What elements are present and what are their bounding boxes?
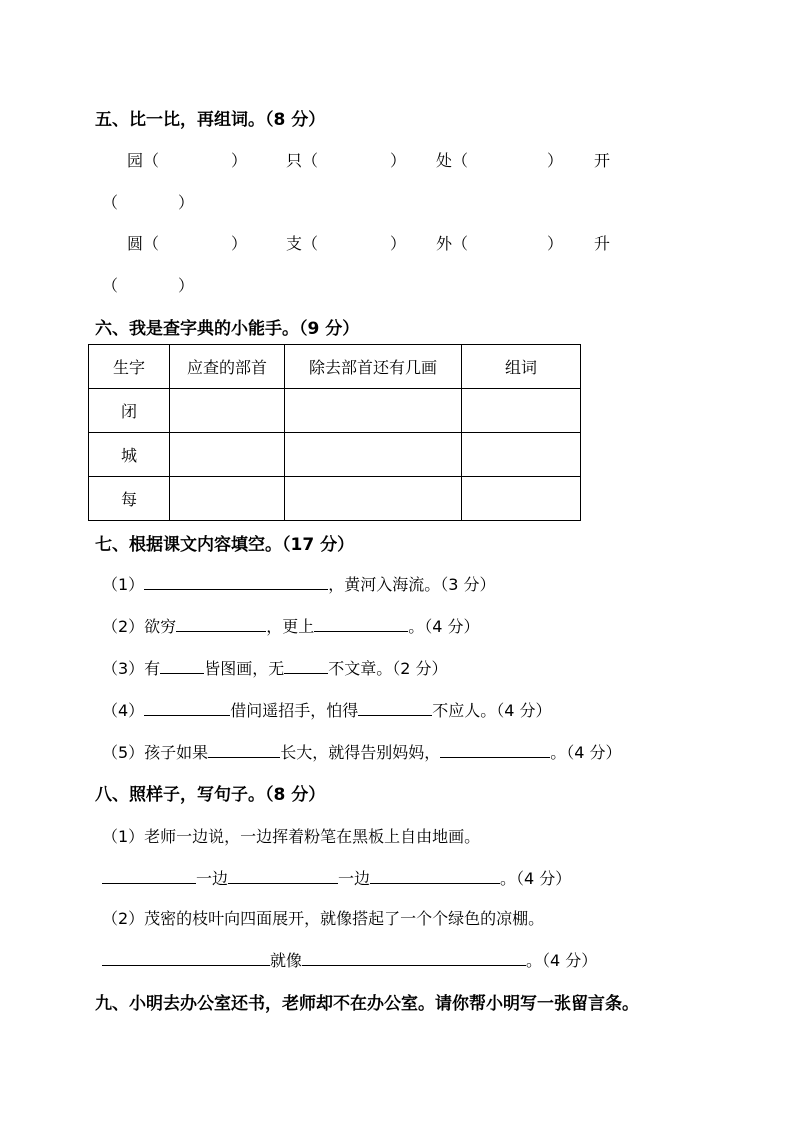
char-cell: 城 [89,433,170,477]
char-kai: 开 [594,151,611,170]
rewrite-line-2 [102,948,597,971]
fill-blank[interactable] [176,615,266,632]
table-row [89,433,581,477]
example-sentence-2: （2）茂密的枝叶向四面展开，就像搭起了一个个绿色的凉棚。 [102,909,545,928]
question-text: 皆图画，无 [204,659,285,678]
fill-blank[interactable] [102,867,196,884]
paren-close: ） [231,234,248,253]
answer-cell[interactable] [170,477,285,521]
answer-cell[interactable] [170,433,285,477]
question-5 [102,740,621,763]
question-text: 。（4 分） [408,617,480,636]
question-4 [102,698,551,721]
rewrite-line-1 [102,866,571,889]
fill-blank[interactable] [358,699,432,716]
question-3 [102,656,447,679]
header-cell: 除去部首还有几画 [285,345,462,389]
question-text: （2）欲穷 [102,617,177,636]
header-cell: 生字 [89,345,170,389]
question-text: 不文章。（2 分） [328,659,448,678]
paren-open: （ [102,276,119,295]
question-text: （5）孩子如果 [102,743,209,762]
char-cell: 每 [89,477,170,521]
fill-blank[interactable] [302,949,526,966]
paren-close: ） [178,193,195,212]
char-chu-paren: 处（ [436,151,469,170]
answer-cell[interactable] [285,433,462,477]
paren-close: ） [547,151,564,170]
question-text: 一边 [196,869,229,888]
question-text: 不应人。（4 分） [432,701,552,720]
fill-blank[interactable] [144,699,230,716]
question-number: （4） [102,701,145,720]
header-cell: 组词 [462,345,581,389]
question-text: 。（4 分） [500,869,572,888]
char-yuan-paren: 园（ [127,151,160,170]
fill-blank[interactable] [314,615,408,632]
question-text: 长大，就得告别妈妈， [280,743,441,762]
fill-blank[interactable] [228,867,338,884]
section9-title: 九、小明去办公室还书，老师却不在办公室。请你帮小明写一张留言条。 [95,994,639,1014]
char-zhi-paren: 只（ [286,151,319,170]
paren-close: ） [390,234,407,253]
question-text: ，黄河入海流。（3 分） [328,575,496,594]
answer-cell[interactable] [285,389,462,433]
paren-open: （ [102,193,119,212]
question-text: （3）有 [102,659,161,678]
dictionary-table [88,344,581,521]
question-number: （1） [102,575,145,594]
fill-blank[interactable] [370,867,500,884]
paren-close: ） [390,151,407,170]
char-yuan2-paren: 圆（ [127,234,160,253]
fill-blank[interactable] [102,949,270,966]
fill-blank[interactable] [160,657,204,674]
table-header-row [89,345,581,389]
paren-close: ） [231,151,248,170]
table-row [89,477,581,521]
answer-cell[interactable] [285,477,462,521]
char-cell: 闭 [89,389,170,433]
question-text: ，更上 [266,617,315,636]
fill-blank[interactable] [440,741,550,758]
paren-close: ） [178,276,195,295]
question-2 [102,614,479,637]
question-text: 。（4 分） [526,951,598,970]
fill-blank[interactable] [284,657,328,674]
question-text: 就像 [270,951,303,970]
section8-title: 八、照样子，写句子。（8 分） [95,785,326,805]
question-text: 借问遥招手，怕得 [230,701,359,720]
table-row [89,389,581,433]
section7-title: 七、根据课文内容填空。（17 分） [95,535,355,555]
section6-title: 六、我是查字典的小能手。（9 分） [95,319,360,339]
answer-cell[interactable] [462,477,581,521]
char-zhi2-paren: 支（ [286,234,319,253]
question-text: 。（4 分） [550,743,622,762]
answer-cell[interactable] [462,389,581,433]
question-text: 一边 [338,869,371,888]
answer-cell[interactable] [462,433,581,477]
fill-blank[interactable] [144,573,328,590]
answer-cell[interactable] [170,389,285,433]
char-sheng: 升 [594,234,611,253]
paren-close: ） [547,234,564,253]
section5-title: 五、比一比，再组词。（8 分） [95,110,326,130]
header-cell: 应查的部首 [170,345,285,389]
char-wai-paren: 外（ [436,234,469,253]
question-1 [102,572,495,595]
fill-blank[interactable] [208,741,280,758]
example-sentence-1: （1）老师一边说，一边挥着粉笔在黑板上自由地画。 [102,827,481,846]
